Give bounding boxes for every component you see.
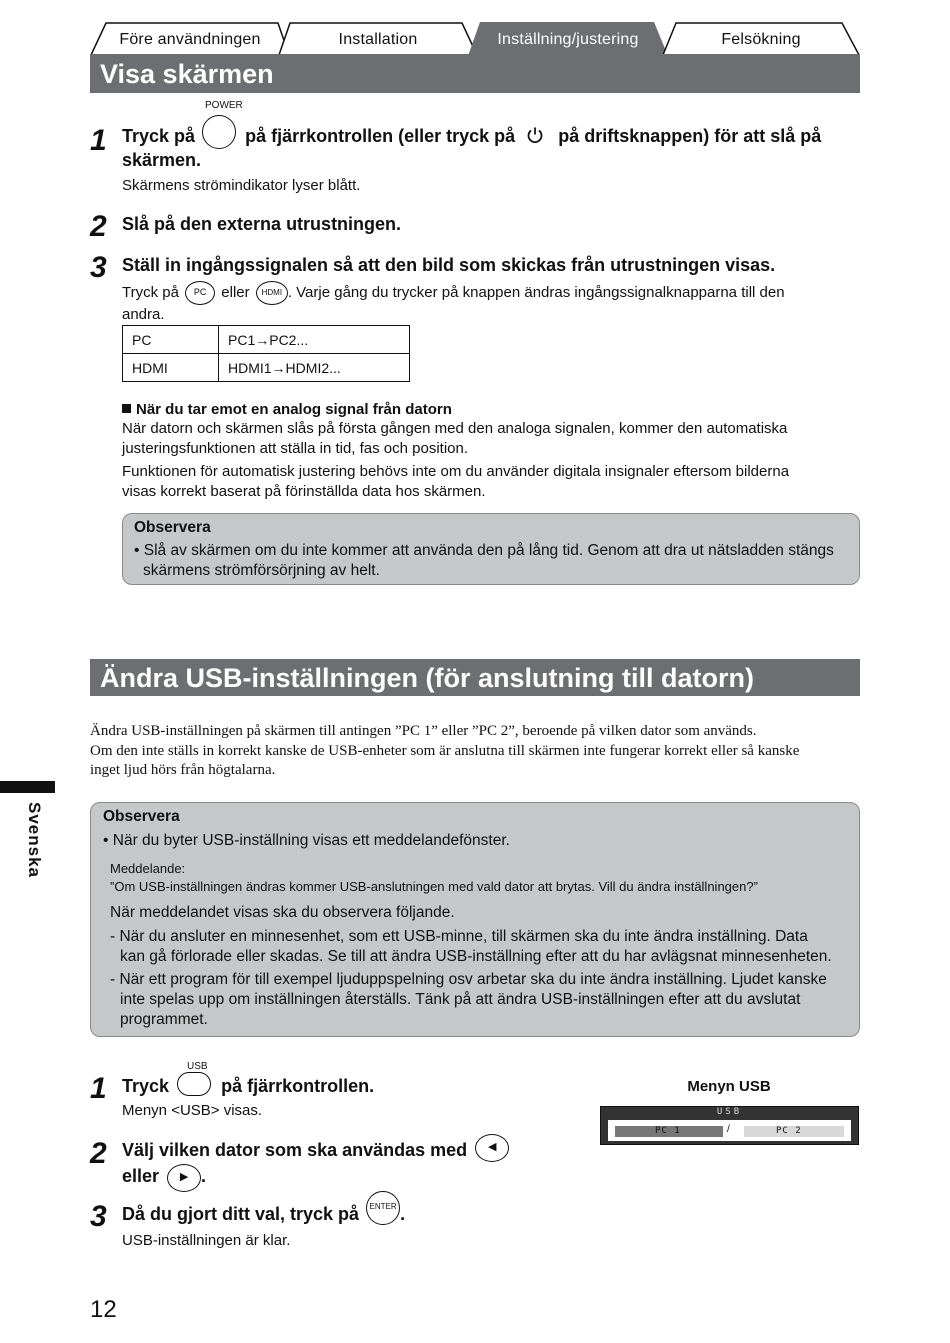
- bullet-icon: •: [134, 542, 140, 559]
- table-row: [123, 326, 410, 354]
- pc-button-icon: PC: [185, 281, 215, 305]
- step-2-heading: Slå på den externa utrustningen.: [122, 214, 402, 234]
- text: Tryck på: [122, 283, 179, 301]
- table-row: [123, 354, 410, 382]
- chapter-tabs: [90, 22, 860, 56]
- step-text: skärmen.: [122, 150, 202, 171]
- usb-button-label: USB: [187, 1061, 208, 1072]
- note-bullet: [134, 541, 849, 581]
- usb-step-3-heading: [122, 1203, 405, 1226]
- text: - När ett program för till exempel ljuduppspelning osv arbetar ska du inte ändra inställning. Ljudet kanske: [110, 971, 827, 988]
- usb-step-1-sub: Menyn <USB> visas.: [122, 1102, 263, 1119]
- tab-label: Inställning/justering: [497, 31, 639, 48]
- square-bullet-icon: [122, 404, 131, 413]
- usb-button-icon: [177, 1072, 211, 1096]
- step-3-heading: Ställ in ingångssignalen så att den bild som skickas från utrustningen visas.: [122, 255, 776, 275]
- analog-paragraph-1: [122, 419, 787, 459]
- text: inte spelas upp om inställningen återställs. Tänk på att ändra USB-inställningen efter att du avslutat: [120, 991, 801, 1008]
- usb-menu-title: Menyn USB: [687, 1078, 771, 1095]
- step-text: Då du gjort ditt val, tryck på: [122, 1204, 360, 1224]
- step-number: 1: [90, 1072, 107, 1105]
- right-arrow-button-icon: ▶: [167, 1164, 201, 1192]
- message-block: [103, 860, 849, 896]
- left-arrow-button-icon: ◀: [475, 1134, 509, 1162]
- usb-step-3-sub: USB-inställningen är klar.: [122, 1232, 291, 1249]
- step-number: 3: [90, 1200, 107, 1233]
- tab-label: Felsökning: [721, 31, 801, 48]
- usb-menu-options: [608, 1120, 851, 1141]
- note-dash-item: [103, 970, 849, 1030]
- hdmi-button-icon: HDMI: [256, 281, 288, 305]
- table-cell: HDMI: [123, 354, 219, 382]
- usb-option-separator: /: [727, 1124, 730, 1135]
- text: Ändra USB-inställningen på skärmen till antingen ”PC 1” eller ”PC 2”, beroende på vilken dator som används.: [90, 723, 757, 739]
- usb-option-pc1: PC 1: [615, 1126, 723, 1137]
- usb-menu-screenshot: [600, 1106, 859, 1145]
- tab-fore-anvandningen[interactable]: [90, 22, 290, 56]
- heading-text: När du tar emot en analog signal från datorn: [136, 401, 452, 418]
- power-label: POWER: [205, 100, 243, 111]
- text: . Varje gång du trycker på knappen ändras ingångssignalknapparna till den: [287, 283, 785, 301]
- note-box: [90, 802, 860, 1037]
- note-title: Observera: [134, 519, 211, 536]
- text: programmet.: [120, 1011, 208, 1028]
- note-bullet: [103, 831, 849, 851]
- step-number: 1: [90, 124, 107, 157]
- tab-label: Före användningen: [119, 31, 261, 48]
- text: När du byter USB-inställning visas ett meddelandefönster.: [112, 832, 510, 849]
- usb-menu-caption: USB: [716, 1107, 743, 1117]
- note-box: [122, 513, 860, 585]
- analog-heading: [122, 400, 452, 420]
- table-cell: PC1→PC2...: [219, 326, 410, 354]
- text: inget ljud hörs från högtalarna.: [90, 762, 276, 778]
- text: justeringsfunktionen att ställa in tid, fas och position.: [122, 440, 469, 457]
- step-text: eller: [122, 1166, 160, 1186]
- message-label: Meddelande:: [110, 861, 186, 876]
- text: När datorn och skärmen slås på första gången med den analoga signalen, kommer den automatiska: [122, 420, 788, 437]
- table-cell: HDMI1→HDMI2...: [219, 354, 410, 382]
- bullet-icon: •: [103, 832, 109, 849]
- text: Slå av skärmen om du inte kommer att använda den på lång tid. Genom att dra ut nätsladden stängs: [143, 542, 834, 559]
- usb-option-pc2: PC 2: [744, 1126, 844, 1137]
- step-text: Tryck: [122, 1076, 170, 1096]
- usb-intro: [90, 722, 860, 781]
- tab-installation[interactable]: [278, 22, 478, 56]
- language-marker: [0, 781, 55, 793]
- tab-installning-justering[interactable]: [468, 22, 668, 56]
- text: andra.: [122, 306, 165, 323]
- step-1-heading: [122, 125, 821, 172]
- step-text: Tryck på: [122, 126, 196, 146]
- follow-text: När meddelandet visas ska du observera följande.: [110, 904, 455, 921]
- section-title: Visa skärmen: [90, 54, 860, 93]
- text: visas korrekt baserat på förinställda data hos skärmen.: [122, 483, 486, 500]
- step-text: .: [400, 1204, 406, 1224]
- table-cell: PC: [123, 326, 219, 354]
- message-text: ”Om USB-inställningen ändras kommer USB-anslutningen med vald dator att brytas. Vill du ändra inställningen?”: [110, 879, 758, 894]
- text: skärmens strömförsörjning av helt.: [143, 562, 380, 579]
- text: kan gå förlorade eller skadas. Se till att ändra USB-inställning efter att du har avlägsnat minnesenheten.: [120, 948, 832, 965]
- step-text: på fjärrkontrollen (eller tryck på: [245, 126, 516, 146]
- analog-paragraph-2: [122, 462, 789, 502]
- text: Om den inte ställs in korrekt kanske de USB-enheter som är anslutna till skärmen inte fungerar korrekt eller så kanske: [90, 742, 800, 759]
- step-text: Välj vilken dator som ska användas med: [122, 1140, 468, 1160]
- section-title: Ändra USB-inställningen (för anslutning till datorn): [90, 659, 860, 696]
- power-button-icon: [202, 115, 236, 149]
- usb-step-1-heading: [122, 1075, 374, 1098]
- enter-button-icon: ENTER: [366, 1191, 400, 1225]
- page-number: 12: [90, 1296, 117, 1323]
- text: - När du ansluter en minnesenhet, som ett USB-minne, till skärmen ska du inte ändra inställning. Data: [110, 928, 808, 945]
- usb-step-2-heading: [122, 1139, 509, 1192]
- step-1-sub: Skärmens strömindikator lyser blått.: [122, 177, 361, 194]
- text: eller: [221, 283, 250, 301]
- signal-table: [122, 325, 410, 382]
- step-number: 3: [90, 251, 107, 284]
- step-text: på driftsknappen) för att slå på: [558, 126, 822, 146]
- text: Funktionen för automatisk justering behövs inte om du använder digitala insignaler eftersom bilderna: [122, 463, 790, 480]
- step-number: 2: [90, 210, 107, 243]
- power-symbol-icon: [526, 126, 544, 144]
- step-number: 2: [90, 1137, 107, 1170]
- note-title: Observera: [103, 808, 180, 825]
- note-dash-item: [103, 927, 849, 967]
- step-text: på fjärrkontrollen.: [221, 1076, 375, 1096]
- tab-label: Installation: [338, 31, 418, 48]
- step-text: .: [201, 1166, 207, 1186]
- language-label: Svenska: [25, 802, 44, 878]
- step-3-sub: [122, 281, 785, 325]
- tab-felsokning[interactable]: [662, 22, 860, 56]
